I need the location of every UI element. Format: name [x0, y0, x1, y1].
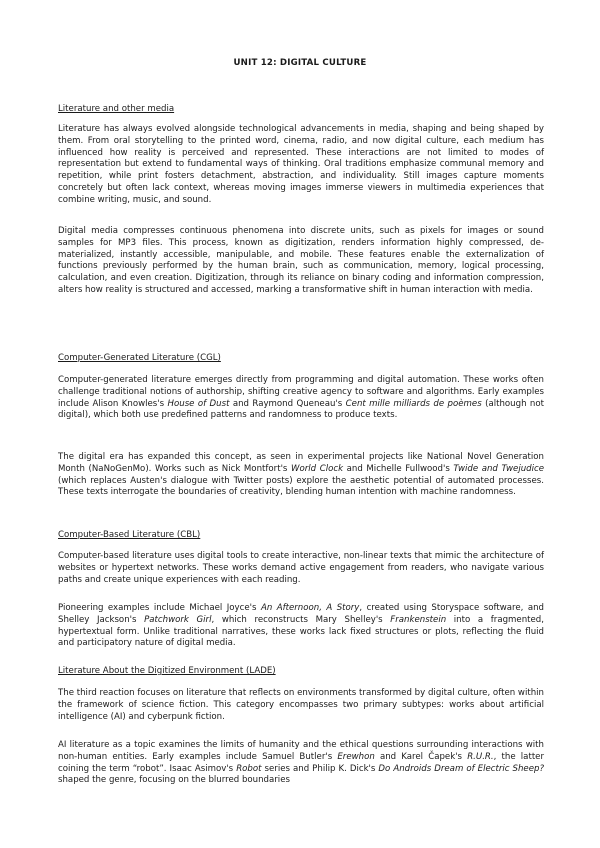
- paragraph: Literature has always evolved alongside technological advancements in media, shaping and being shaped by them. From oral storytelling to the printed word, cinema, radio, and now digital culture, each medium has influenced how reality is perceived and represented. These interactions are not limited to modes of representation but extend to fundamental ways of thinking. Oral traditions emphasize communal memory and repetition, while print fosters detachment, abstraction, and individuality. Still images capture moments concretely but often lack context, whereas moving images immerse viewers in multimedia experiences that combine writing, music, and sound.: [58, 124, 544, 205]
- paragraph: Computer-based literature uses digital tools to create interactive, non-linear texts that mimic the architecture of websites or hypertext networks. These works demand active engagement from readers, who navigate various paths and create unique experiences with each reading.: [58, 551, 544, 585]
- paragraph: Digital media compresses continuous phenomena into discrete units, such as pixels for images or sound samples for MP3 files. This process, known as digitization, renders information highly compressed, de-materialized, instantly accessible, manipulable, and mobile. These features enable the externalization of functions previously performed by the human brain, such as communication, memory, logical processing, calculation, and even creation. Digitization, through its reliance on binary coding and information compression, alters how reality is structured and accessed, marking a transformative shift in human interaction with media.: [58, 226, 544, 295]
- section-heading-lade: Literature About the Digitized Environment (LADE): [58, 666, 276, 676]
- section-heading-cbl: Computer-Based Literature (CBL): [58, 530, 201, 540]
- paragraph: Pioneering examples include Michael Joyce's An Afternoon, A Story, created using Storyspace software, and Shelley Jackson's Patchwork Girl, which reconstructs Mary Shelley's Frankenstein into a fragmented, hypertextual form. Unlike traditional narratives, these works lack fixed structures or plots, reflecting the fluid and participatory nature of digital media.: [58, 603, 544, 649]
- paragraph: Computer-generated literature emerges directly from programming and digital automation. These works often challenge traditional notions of authorship, shifting creative agency to software and algorithms. Early examples include Alison Knowles's House of Dust and Raymond Queneau's Cent mille milliards de poèmes (although not digital), which both use predefined patterns and randomness to produce texts.: [58, 375, 544, 421]
- page-title: UNIT 12: DIGITAL CULTURE: [233, 58, 367, 68]
- paragraph: AI literature as a topic examines the limits of humanity and the ethical questions surrounding interactions with non-human entities. Early examples include Samuel Butler's Erewhon and Karel Čapek's R.U.R., the latter coining the term “robot”. Isaac Asimov's Robot series and Philip K. Dick's Do Androids Dream of Electric Sheep? shaped the genre, focusing on the blurred boundaries: [58, 740, 545, 786]
- paragraph: The digital era has expanded this concept, as seen in experimental projects like National Novel Generation Month (NaNoGenMo). Works such as Nick Montfort's World Clock and Michelle Fullwood's Twide and Twejudice (which replaces Austen's dialogue with Twitter posts) explore the aesthetic potential of automated processes. These texts interrogate the boundaries of creativity, blending human intention with machine randomness.: [58, 452, 545, 498]
- section-heading-literature-media: Literature and other media: [58, 104, 175, 114]
- paragraph: The third reaction focuses on literature that reflects on environments transformed by digital culture, often within the framework of science fiction. This category encompasses two primary subtypes: works about artificial intelligence (AI) and cyberpunk fiction.: [58, 688, 544, 722]
- section-heading-cgl: Computer-Generated Literature (CGL): [58, 353, 221, 363]
